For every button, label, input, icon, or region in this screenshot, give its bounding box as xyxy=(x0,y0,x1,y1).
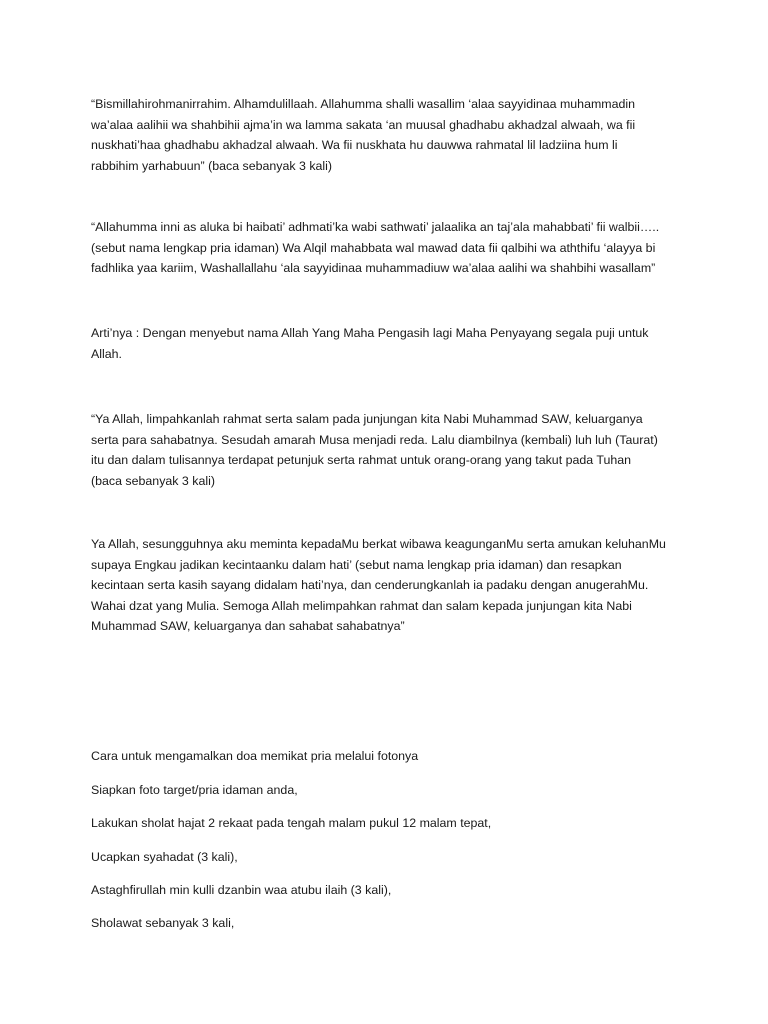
prayer-paragraph-arabic-love: “Allahumma inni as aluka bi haibati’ adhmati’ka wabi sathwati’ jalaalika an taj’ala mahabbati’ fii walbii….. (sebut nama lengkap pria idaman) Wa Alqil mahabbata wal mawad data fii qalbihi wa aththifu ‘alayya bi fadhlika yaa kariim, Washallallahu ‘ala sayyidinaa muhammadiuw wa’alaa aalihi wa shahbihi wasallam” xyxy=(91,220,660,276)
prayer-paragraph-arabic-opening: “Bismillahirohmanirrahim. Alhamdulillaah. Allahumma shalli wasallim ‘alaa sayyidinaa muhammadin wa’alaa aalihii wa shahbihii ajma’in wa lamma sakata ‘an muusal ghadhabu akhadzal alwaah, wa fii nuskhati’haa ghadhabu akhadzal alwaah. Wa fii nuskhata hu dauwwa rahmatal lil ladziina hum li rabbihim yarhabuun” (baca sebanyak 3 kali) xyxy=(91,97,636,173)
step-item: Sholawat sebanyak 3 kali, xyxy=(91,916,235,930)
translation-paragraph-2: Ya Allah, sesungguhnya aku meminta kepadaMu berkat wibawa keagunganMu serta amukan keluhanMu supaya Engkau jadikan kecintaanku dalam hati’ (sebut nama lengkap pria idaman) dan resapkan kecintaan serta kasih sayang didalam hati’nya, dan cenderungkanlah ia padaku dengan anugerahMu. Wahai dzat yang Mulia. Semoga Allah melimpahkan rahmat dan salam kepada junjungan kita Nabi Muhammad SAW, keluarganya dan sahabat sahabatnya” xyxy=(91,537,666,634)
step-item: Siapkan foto target/pria idaman anda, xyxy=(91,783,298,797)
step-item: Ucapkan syahadat (3 kali), xyxy=(91,850,238,864)
step-item: Lakukan sholat hajat 2 rekaat pada tengah malam pukul 12 malam tepat, xyxy=(91,816,492,830)
step-item: Astaghfirullah min kulli dzanbin waa atubu ilaih (3 kali), xyxy=(91,883,392,897)
translation-intro-paragraph: Arti’nya : Dengan menyebut nama Allah Yang Maha Pengasih lagi Maha Penyayang segala puji untuk Allah. xyxy=(91,326,649,361)
steps-heading: Cara untuk mengamalkan doa memikat pria melalui fotonya xyxy=(91,749,419,763)
translation-paragraph-1: “Ya Allah, limpahkanlah rahmat serta salam pada junjungan kita Nabi Muhammad SAW, keluarganya serta para sahabatnya. Sesudah amarah Musa menjadi reda. Lalu diambilnya (kembali) luh luh (Taurat) itu dan dalam tulisannya terdapat petunjuk serta rahmat untuk orang-orang yang takut pada Tuhan (baca sebanyak 3 kali) xyxy=(91,412,658,488)
